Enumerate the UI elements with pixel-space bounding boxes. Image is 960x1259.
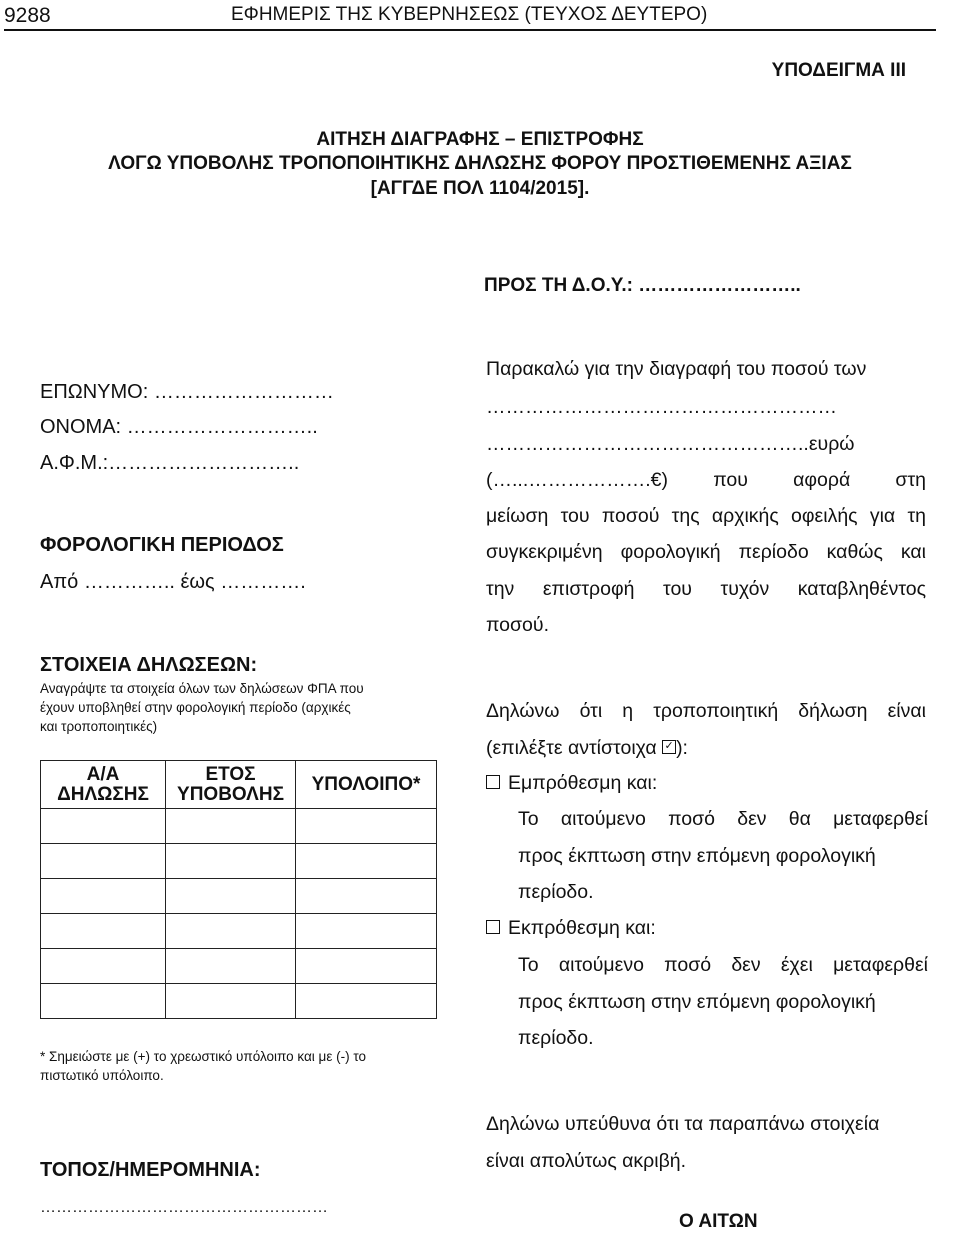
column-header-year: ΕΤΟΣ ΥΠΟΒΟΛΗΣ bbox=[166, 761, 296, 809]
request-line-3: …………………………………………..ευρώ bbox=[486, 433, 855, 455]
sample-label: ΥΠΟΔΕΙΓΜΑ ΙΙΙ bbox=[771, 60, 906, 81]
tax-period-heading: ΦΟΡΟΛΟΓΙΚΗ ΠΕΡΙΟΔΟΣ bbox=[40, 534, 284, 556]
declare-line-2: (επιλέξτε αντίστοιχα ✓ ): bbox=[486, 737, 688, 759]
tax-period-range: Από ………….. έως …………. bbox=[40, 571, 306, 593]
option-on-time: Εμπρόθεσμη και: bbox=[486, 772, 657, 795]
table-row bbox=[41, 809, 437, 844]
option2-text-line-2: προς έκπτωση στην επόμενη φορολογική bbox=[518, 991, 876, 1013]
table-row bbox=[41, 914, 437, 949]
option2-text-line-1: Το αιτούμενο ποσό δεν έχει μεταφερθεί bbox=[518, 954, 928, 976]
gazette-title: ΕΦΗΜΕΡΙΣ ΤΗΣ ΚΥΒΕΡΝΗΣΕΩΣ (ΤΕΥΧΟΣ ΔΕΥΤΕΡΟ) bbox=[231, 4, 708, 25]
responsible-line-1: Δηλώνω υπεύθυνα ότι τα παραπάνω στοιχεία bbox=[486, 1113, 880, 1135]
declarations-note-line-1: Αναγράψτε τα στοιχεία όλων των δηλώσεων ΦΠΑ που bbox=[40, 681, 364, 696]
request-line-2: ……………………………………………… bbox=[486, 396, 837, 418]
column-header-number: Α/Α ΔΗΛΩΣΗΣ bbox=[41, 761, 166, 809]
declarations-table bbox=[40, 760, 437, 1019]
declarations-note-line-3: και τροποποιητικές) bbox=[40, 719, 158, 734]
table-header-row bbox=[41, 761, 437, 809]
name-field: ΟΝΟΜΑ: ……………………….. bbox=[40, 416, 318, 438]
surname-field: ΕΠΩΝΥΜΟ: ……………………… bbox=[40, 381, 334, 403]
document-title-line-1: ΑΙΤΗΣΗ ΔΙΑΓΡΑΦΗΣ – ΕΠΙΣΤΡΟΦΗΣ bbox=[316, 129, 644, 150]
on-time-checkbox[interactable] bbox=[486, 775, 500, 789]
table-row bbox=[41, 844, 437, 879]
place-date-label: ΤΟΠΟΣ/ΗΜΕΡΟΜΗΝΙΑ: bbox=[40, 1159, 261, 1181]
table-row bbox=[41, 879, 437, 914]
header-rule bbox=[4, 29, 936, 31]
to-tax-office: ΠΡΟΣ ΤΗ Δ.Ο.Υ.: …………………….. bbox=[484, 275, 801, 296]
table-row bbox=[41, 984, 437, 1019]
afm-field: Α.Φ.Μ.:……………………….. bbox=[40, 452, 300, 474]
request-line-1: Παρακαλώ για την διαγραφή του ποσού των bbox=[486, 358, 867, 380]
request-line-6: συγκεκριμένη φορολογική περίοδο καθώς και bbox=[486, 541, 926, 563]
place-date-dots: ……………………………………………… bbox=[40, 1199, 328, 1216]
request-line-5: μείωση του ποσού της αρχικής οφειλής για τη bbox=[486, 505, 926, 527]
option1-text-line-2: προς έκπτωση στην επόμενη φορολογική bbox=[518, 845, 876, 867]
footnote-line-1: * Σημειώστε με (+) το χρεωστικό υπόλοιπο και με (-) το bbox=[40, 1049, 366, 1064]
declarations-note-line-2: έχουν υποβληθεί στην φορολογική περίοδο (αρχικές bbox=[40, 700, 351, 715]
column-header-balance: ΥΠΟΛΟΙΠΟ* bbox=[296, 761, 437, 809]
document-title-line-3: [ΑΓΓΔΕ ΠΟΛ 1104/2015]. bbox=[370, 178, 590, 199]
option1-text-line-3: περίοδο. bbox=[518, 881, 594, 903]
late-checkbox[interactable] bbox=[486, 920, 500, 934]
declare-line-1: Δηλώνω ότι η τροποποιητική δήλωση είναι bbox=[486, 700, 926, 722]
checked-box-icon: ✓ bbox=[662, 740, 676, 754]
responsible-line-2: είναι απολύτως ακριβή. bbox=[486, 1150, 687, 1172]
request-line-8: ποσού. bbox=[486, 614, 549, 636]
declarations-heading: ΣΤΟΙΧΕΙΑ ΔΗΛΩΣΕΩΝ: bbox=[40, 654, 258, 676]
request-line-7: την επιστροφή του τυχόν καταβληθέντος bbox=[486, 578, 926, 600]
table-row bbox=[41, 949, 437, 984]
page-number: 9288 bbox=[4, 4, 51, 27]
document-title-line-2: ΛΟΓΩ ΥΠΟΒΟΛΗΣ ΤΡΟΠΟΠΟΙΗΤΙΚΗΣ ΔΗΛΩΣΗΣ ΦΟΡΟΥ ΠΡΟΣΤΙΘΕΜΕΝΗΣ ΑΞΙΑΣ bbox=[108, 153, 852, 174]
option2-text-line-3: περίοδο. bbox=[518, 1027, 594, 1049]
option-late: Εκπρόθεσμη και: bbox=[486, 917, 656, 940]
request-line-4: (…...……………….€) που αφορά στη bbox=[486, 469, 926, 491]
option1-text-line-1: Το αιτούμενο ποσό δεν θα μεταφερθεί bbox=[518, 808, 928, 830]
applicant-label: Ο ΑΙΤΩΝ bbox=[679, 1211, 758, 1232]
footnote-line-2: πιστωτικό υπόλοιπο. bbox=[40, 1068, 164, 1083]
